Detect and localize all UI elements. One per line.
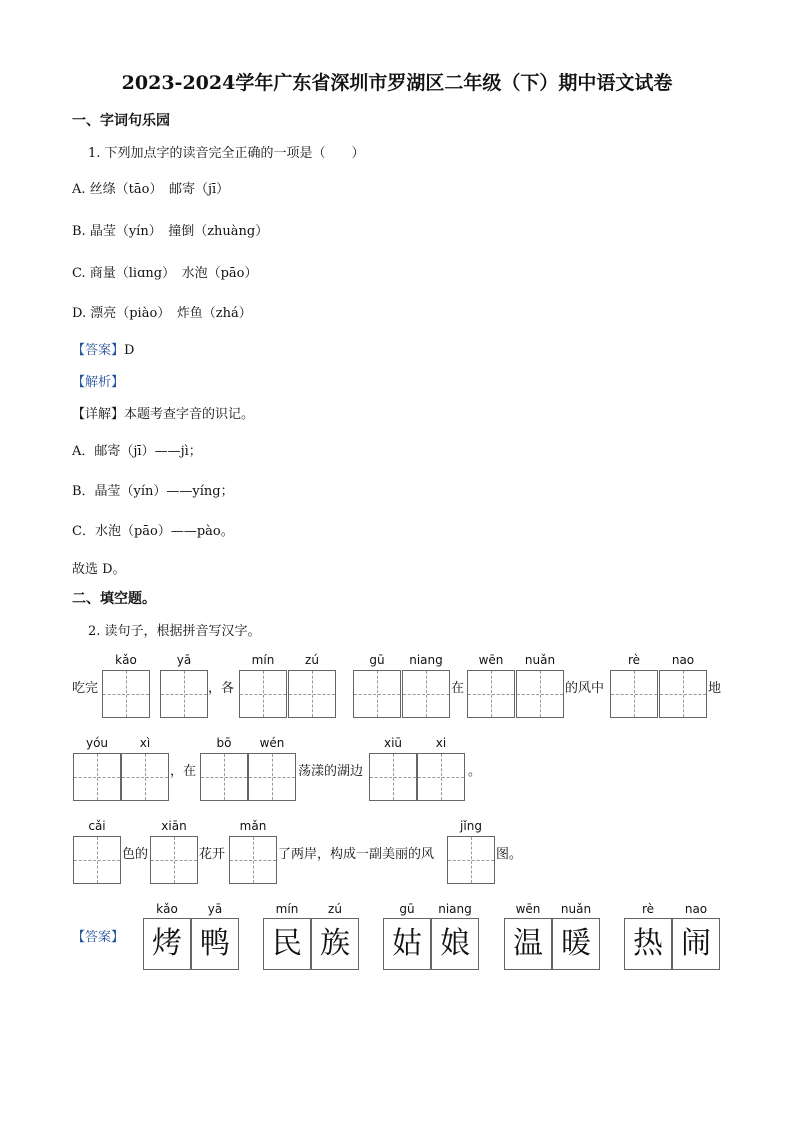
pinyin: niang	[409, 653, 443, 667]
answer-pinyin: nuǎn	[560, 902, 592, 916]
section-heading-2: 二、填空题。	[72, 591, 156, 607]
answer-char: 温	[504, 918, 552, 970]
pinyin: jǐng	[460, 819, 482, 833]
writing-box[interactable]	[447, 836, 495, 884]
analysis-line	[72, 371, 124, 390]
pinyin: nuǎn	[524, 653, 556, 667]
option-d: D. 漂亮（piào） 炸鱼（zhá）	[72, 306, 252, 321]
detail-line	[72, 403, 254, 422]
answer-pinyin: wēn	[515, 902, 541, 916]
line3-se-de: 色的	[122, 847, 149, 862]
pinyin: wēn	[478, 653, 504, 667]
line1-lead: 吃完	[72, 681, 99, 696]
answer-char: 族	[311, 918, 359, 970]
writing-box[interactable]	[160, 670, 208, 718]
writing-box[interactable]	[73, 836, 121, 884]
line3-hua-kai: 花开	[199, 847, 226, 862]
pinyin: cǎi	[88, 819, 106, 833]
pinyin: xi	[435, 736, 447, 750]
pinyin: xì	[139, 736, 151, 750]
answer-pinyin: rè	[641, 902, 655, 916]
line1-de-feng-zhong: 的风中	[565, 681, 605, 696]
answer-pinyin: mín	[275, 902, 299, 916]
writing-box[interactable]	[73, 753, 121, 801]
pinyin: nao	[671, 653, 695, 667]
pinyin: gū	[369, 653, 385, 667]
answer-char: 娘	[431, 918, 479, 970]
answer-char: 民	[263, 918, 311, 970]
question-2-stem: 2. 读句子，根据拼音写汉字。	[88, 624, 261, 639]
option-c: C. 商量（liɑng） 水泡（pāo）	[72, 266, 258, 281]
analysis-tag: 【解析】	[72, 375, 125, 390]
explanation-b: B．晶莹（yín）——yíng；	[72, 484, 234, 499]
pinyin: mín	[251, 653, 275, 667]
writing-box[interactable]	[402, 670, 450, 718]
writing-box[interactable]	[229, 836, 277, 884]
pinyin: zú	[305, 653, 319, 667]
pinyin: mǎn	[239, 819, 267, 833]
answer-line-1	[72, 339, 134, 358]
writing-box[interactable]	[102, 670, 150, 718]
pinyin: yóu	[85, 736, 109, 750]
writing-box[interactable]	[200, 753, 248, 801]
explanation-a: A．邮寄（jī）——jì；	[72, 444, 202, 459]
writing-box[interactable]	[659, 670, 707, 718]
answer-char: 鸭	[191, 918, 239, 970]
pinyin: wén	[259, 736, 285, 750]
conclusion: 故选 D。	[72, 562, 126, 577]
pinyin: bō	[216, 736, 232, 750]
writing-box[interactable]	[516, 670, 564, 718]
pinyin: rè	[627, 653, 641, 667]
line1-zai: 在	[451, 681, 465, 696]
pinyin: kǎo	[115, 653, 137, 667]
answer-tag: 【答案】	[72, 930, 125, 945]
answer-value: D	[124, 343, 135, 358]
answer-line-2	[72, 926, 124, 945]
explanation-c: C．水泡（pāo）——pào。	[72, 524, 234, 539]
writing-box[interactable]	[239, 670, 287, 718]
answer-char: 烤	[143, 918, 191, 970]
writing-box[interactable]	[288, 670, 336, 718]
question-1-stem: 1. 下列加点字的读音完全正确的一项是（ ）	[88, 146, 365, 161]
detail-text: 本题考查字音的识记。	[124, 407, 255, 422]
writing-box[interactable]	[369, 753, 417, 801]
line2-tail: 荡漾的湖边	[298, 764, 364, 779]
line1-di: 地	[708, 681, 722, 696]
writing-box[interactable]	[610, 670, 658, 718]
answer-char: 姑	[383, 918, 431, 970]
answer-char: 暖	[552, 918, 600, 970]
section-heading-1: 一、字词句乐园	[72, 113, 170, 129]
answer-pinyin: nao	[684, 902, 708, 916]
line3-mid: 了两岸，构成一副美丽的风	[278, 847, 435, 862]
line2-period: 。	[468, 764, 482, 779]
writing-box[interactable]	[467, 670, 515, 718]
answer-pinyin: zú	[328, 902, 342, 916]
answer-tag: 【答案】	[72, 343, 125, 358]
line2-comma-zai: ，在	[170, 764, 197, 779]
answer-pinyin: niang	[438, 902, 472, 916]
option-a: A. 丝绦（tāo） 邮寄（jī）	[72, 182, 230, 197]
writing-box[interactable]	[248, 753, 296, 801]
writing-box[interactable]	[353, 670, 401, 718]
line1-comma-ge: ，各	[208, 681, 235, 696]
detail-tag: 【详解】	[72, 407, 125, 422]
option-b: B. 晶莹（yín） 撞倒（zhuàng）	[72, 224, 269, 239]
answer-char: 闹	[672, 918, 720, 970]
answer-pinyin: kǎo	[156, 902, 178, 916]
answer-pinyin: yā	[207, 902, 223, 916]
pinyin: yā	[176, 653, 192, 667]
pinyin: xiū	[383, 736, 403, 750]
answer-char: 热	[624, 918, 672, 970]
line3-tu: 图。	[496, 847, 523, 862]
page-title: 2023-2024学年广东省深圳市罗湖区二年级（下）期中语文试卷	[121, 72, 673, 94]
writing-box[interactable]	[417, 753, 465, 801]
writing-box[interactable]	[121, 753, 169, 801]
pinyin: xiān	[161, 819, 187, 833]
writing-box[interactable]	[150, 836, 198, 884]
answer-pinyin: gū	[399, 902, 415, 916]
